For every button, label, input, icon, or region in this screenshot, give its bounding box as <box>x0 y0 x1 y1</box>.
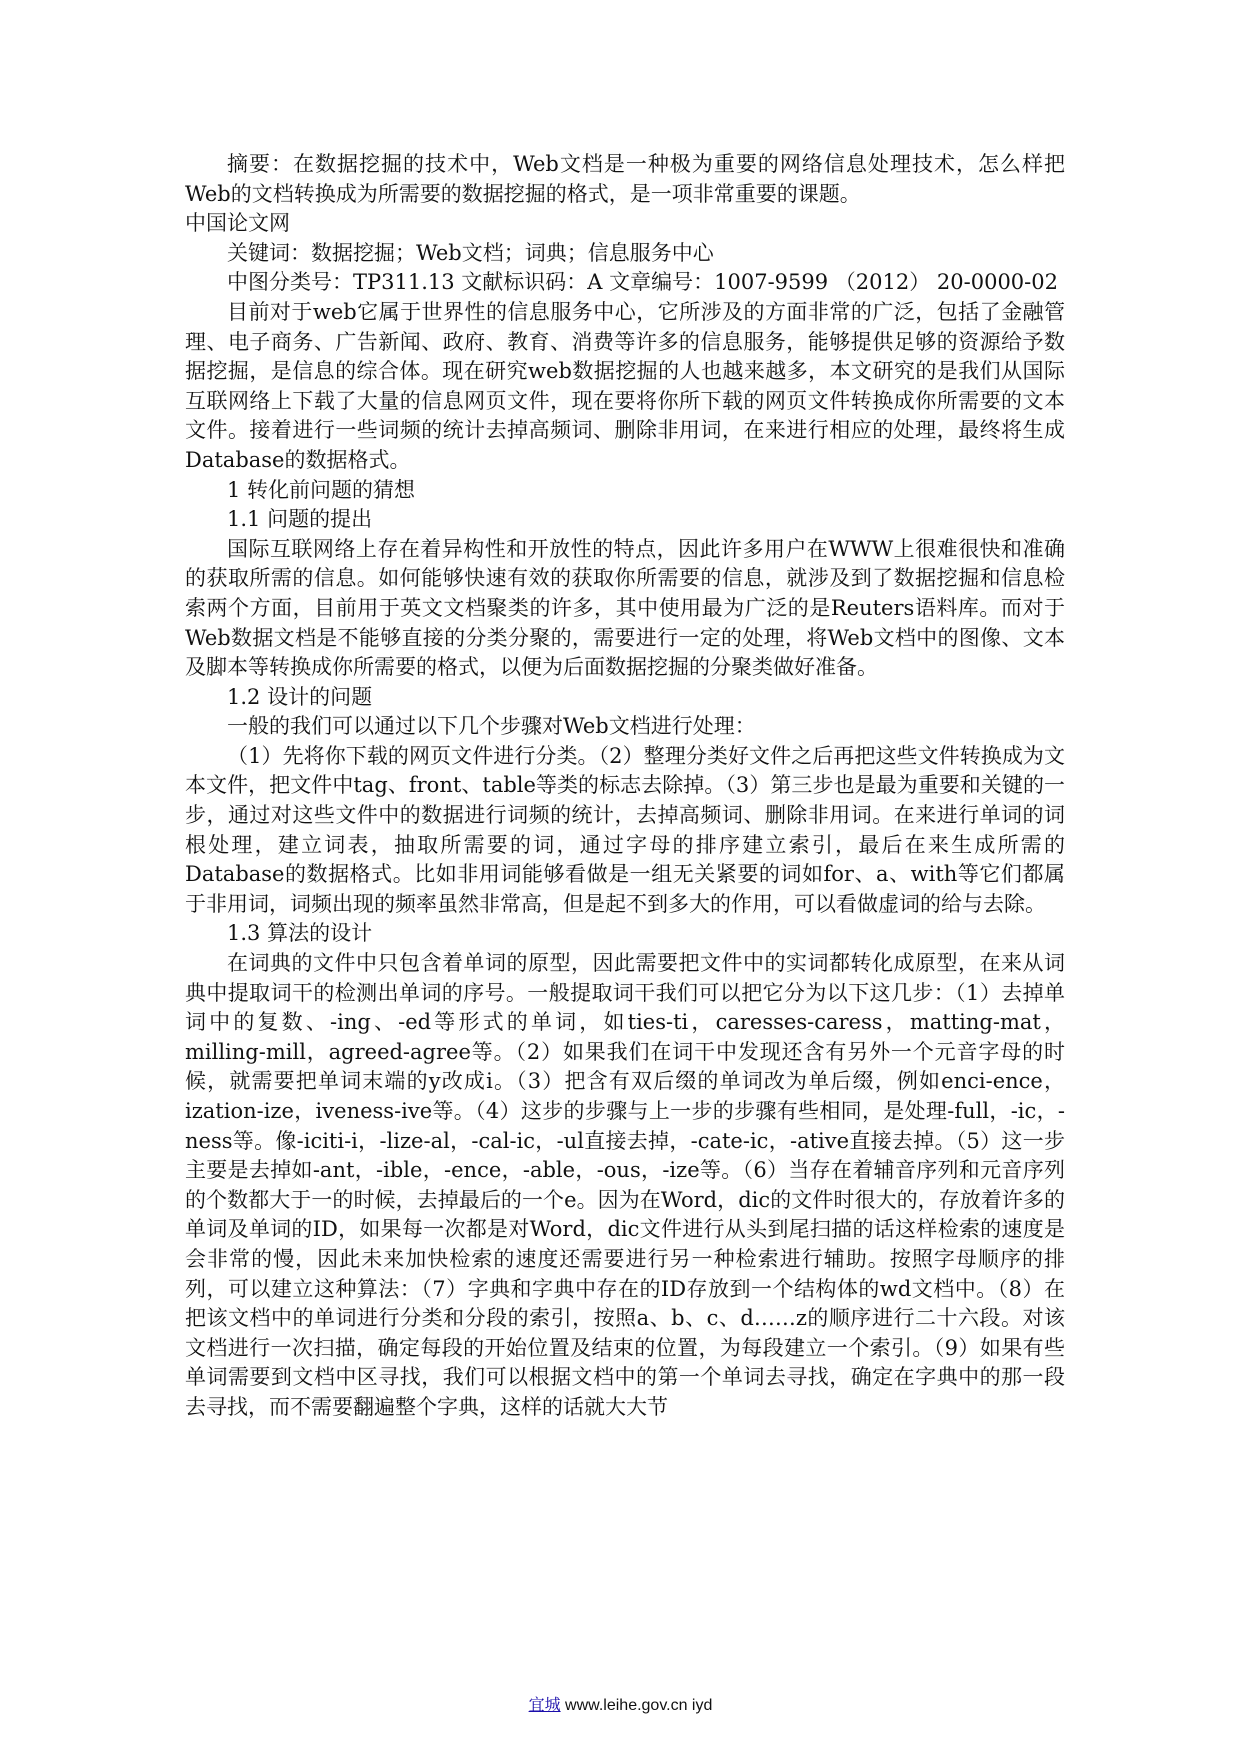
abstract-paragraph: 摘要：在数据挖掘的技术中，Web文档是一种极为重要的网络信息处理技术，怎么样把Web的文档转换成为所需要的数据挖掘的格式，是一项非常重要的课题。 <box>185 152 1065 206</box>
page-footer <box>0 1692 1241 1715</box>
intro-paragraph: 目前对于web它属于世界性的信息服务中心，它所涉及的方面非常的广泛，包括了金融管理、电子商务、广告新闻、政府、教育、消费等许多的信息服务，能够提供足够的资源给予数据挖掘，是信息的综合体。现在研究web数据挖掘的人也越来越多，本文研究的是我们从国际互联网络上下载了大量的信息网页文件，现在要将你所下载的网页文件转换成你所需要的文本文件。接着进行一些词频的统计去掉高频词、删除非用词，在来进行相应的处理，最终将生成Database的数据格式。 <box>185 299 1065 472</box>
classification-paragraph: 中图分类号：TP311.13 文献标识码：A 文章编号：1007-9599 （2012） 20-0000-02 <box>227 270 1058 295</box>
section-1-2-intro: 一般的我们可以通过以下几个步骤对Web文档进行处理： <box>227 714 756 739</box>
section-1-2-steps: （1）先将你下载的网页文件进行分类。（2）整理分类好文件之后再把这些文件转换成为文本文件，把文件中tag、front、table等类的标志去除掉。（3）第三步也是最为重要和关键的一步，通过对这些文件中的数据进行词频的统计，去掉高频词、删除非用词。在来进行单词的词根处理，建立词表，抽取所需要的词，通过字母的排序建立索引，最后在来生成所需的Database的数据格式。比如非用词能够看做是一组无关紧要的词如for、a、with等它们都属于非用词，词频出现的频率虽然非常高，但是起不到多大的作用，可以看做虚词的给与去除。 <box>185 743 1065 916</box>
section-heading-1-2: 1.2 设计的问题 <box>227 684 373 709</box>
footer-link[interactable]: 宜城 <box>528 1695 561 1714</box>
keywords-paragraph: 关键词：数据挖掘；Web文档；词典；信息服务中心 <box>227 240 714 265</box>
footer-url-text: www.leihe.gov.cn iyd <box>560 1697 713 1714</box>
section-heading-1-3: 1.3 算法的设计 <box>227 921 373 946</box>
section-1-3-paragraph: 在词典的文件中只包含着单词的原型，因此需要把文件中的实词都转化成原型，在来从词典中提取词干的检测出单词的序号。一般提取词干我们可以把它分为以下这几步：（1）去掉单词中的复数、-ing、-ed等形式的单词，如ties-ti，caresses-caress，matting-mat，milling-mill，agreed-agree等。（2）如果我们在词干中发现还含有另外一个元音字母的时候，就需要把单词末端的y改成i。（3）把含有双后缀的单词改为单后缀，例如enci-ence，ization-ize，iveness-ive等。（4）这步的步骤与上一步的步骤有些相同，是处理-full，-ic，-ness等。像-iciti-i，-lize-al，-cal-ic，-ul直接去掉，-cate-ic，-ative直接去掉。（5）这一步主要是去掉如-ant，-ible，-ence，-able，-ous，-ize等。（6）当存在着辅音序列和元音序列的个数都大于一的时候，去掉最后的一个e。因为在Word，dic的文件时很大的，存放着许多的单词及单词的ID，如果每一次都是对Word，dic文件进行从头到尾扫描的话这样检索的速度是会非常的慢，因此未来加快检索的速度还需要进行另一种检索进行辅助。按照字母顺序的排列，可以建立这种算法：（7）字典和字典中存在的ID存放到一个结构体的wd文档中。（8）在把该文档中的单词进行分类和分段的索引，按照a、b、c、d……z的顺序进行二十六段。对该文档进行一次扫描，确定每段的开始位置及结束的位置，为每段建立一个索引。（9）如果有些单词需要到文档中区寻找，我们可以根据文档中的第一个单词去寻找，确定在字典中的那一段去寻找，而不需要翻遍整个字典，这样的话就大大节 <box>185 951 1065 1419</box>
section-heading-1-1: 1.1 问题的提出 <box>227 507 373 532</box>
section-1-1-paragraph: 国际互联网络上存在着异构性和开放性的特点，因此许多用户在WWW上很难很快和准确的获取所需的信息。如何能够快速有效的获取你所需要的信息，就涉及到了数据挖掘和信息检索两个方面，目前用于英文文档聚类的许多，其中使用最为广泛的是Reuters语料库。而对于Web数据文档是不能够直接的分类分聚的，需要进行一定的处理，将Web文档中的图像、文本及脚本等转换成你所需要的格式，以便为后面数据挖掘的分聚类做好准备。 <box>185 536 1065 680</box>
section-heading-1: 1 转化前问题的猜想 <box>227 477 416 502</box>
source-label: 中国论文网 <box>185 211 290 236</box>
document-body <box>185 150 1065 1423</box>
